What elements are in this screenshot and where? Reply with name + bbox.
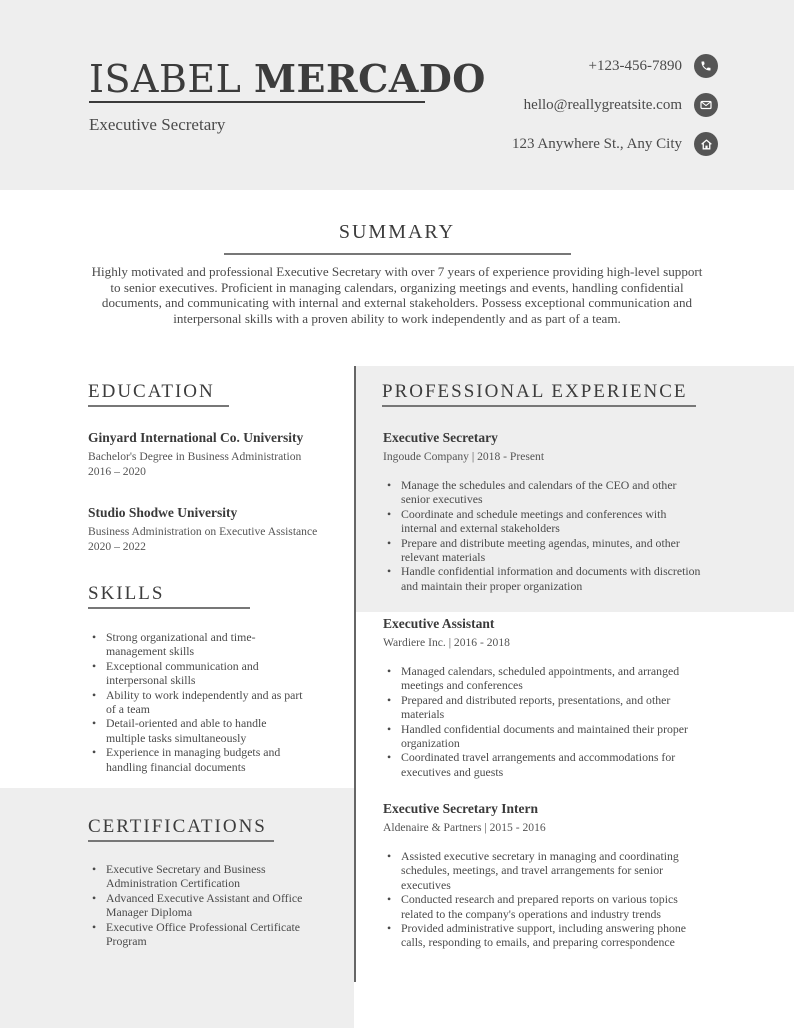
skill-item: • Exceptional communication and interpersonal skills — [88, 659, 350, 688]
certifications-list — [88, 862, 350, 948]
address-text: 123 Anywhere St., Any City — [511, 135, 682, 152]
summary-text: Highly motivated and professional Executive Secretary with over 7 years of experience providing high-level support to senior executives. Proficient in managing calendars, organizing meetings and events, handling confidential documents, and communicating with internal and external stakeholders. Possess exceptional communication and interpersonal skills with a proven ability to work independently and as part of a team. — [91, 264, 703, 326]
job-title: Executive Assistant — [383, 616, 495, 631]
job-bullets — [383, 849, 763, 950]
column-divider — [354, 366, 356, 982]
job-bullet: • Conducted research and prepared reports on various topics related to the company's operations and industry trends — [383, 892, 763, 921]
job-company: Wardiere Inc. | 2016 - 2018 — [383, 636, 510, 649]
job-bullet: • Handle confidential information and documents with discretion and maintain their proper organization — [383, 564, 763, 593]
email-text[interactable]: hello@reallygreatsite.com — [523, 96, 682, 113]
education-rule — [88, 405, 229, 407]
certification-item: • Executive Office Professional Certificate Program — [88, 920, 350, 949]
certification-item: • Advanced Executive Assistant and Office Manager Diploma — [88, 891, 350, 920]
skill-item: • Strong organizational and time- management skills — [88, 630, 350, 659]
contact-phone — [589, 54, 718, 78]
education-school: Ginyard International Co. University — [88, 430, 304, 445]
skills-rule — [88, 607, 250, 609]
last-name: MERCADO — [253, 56, 486, 101]
education-years: 2016 – 2020 — [88, 465, 146, 478]
experience-heading: PROFESSIONAL EXPERIENCE — [382, 381, 688, 402]
job-bullet: • Coordinate and schedule meetings and conferences with internal and external stakeholders — [383, 507, 763, 536]
job-bullet: • Provided administrative support, including answering phone calls, responding to emails, and preparing correspondence — [383, 921, 763, 950]
contact-address — [512, 132, 718, 156]
job-bullet: • Manage the schedules and calendars of the CEO and other senior executives — [383, 478, 763, 507]
job-bullets — [383, 478, 763, 593]
job-bullet: • Handled confidential documents and maintained their proper organization — [383, 722, 763, 751]
job-company: Aldenaire & Partners | 2015 - 2016 — [383, 821, 546, 834]
mail-icon — [694, 93, 718, 117]
skills-heading: SKILLS — [88, 583, 165, 604]
education-heading: EDUCATION — [88, 381, 215, 402]
education-years: 2020 – 2022 — [88, 540, 146, 553]
job-bullet: • Assisted executive secretary in managing and coordinating schedules, meetings, and travel arrangements for senior executives — [383, 849, 763, 892]
job-company: Ingoude Company | 2018 - Present — [383, 450, 545, 463]
job-bullets — [383, 664, 763, 779]
education-degree: Business Administration on Executive Assistance — [88, 525, 318, 538]
job-bullet: • Prepared and distributed reports, presentations, and other materials — [383, 693, 763, 722]
job-title: Executive Secretary Intern — [383, 801, 538, 816]
certifications-heading: CERTIFICATIONS — [88, 816, 267, 837]
job-bullet: • Managed calendars, scheduled appointments, and arranged meetings and conferences — [383, 664, 763, 693]
summary-heading: SUMMARY — [338, 221, 456, 243]
home-icon — [694, 132, 718, 156]
education-school: Studio Shodwe University — [88, 505, 238, 520]
education-degree: Bachelor's Degree in Business Administration — [88, 450, 302, 463]
job-role: Executive Secretary — [89, 115, 226, 134]
candidate-name — [89, 56, 486, 101]
skills-list — [88, 630, 350, 774]
skill-item: • Experience in managing budgets and handling financial documents — [88, 745, 350, 774]
experience-rule — [382, 405, 696, 407]
skill-item: • Ability to work independently and as part of a team — [88, 688, 350, 717]
job-title: Executive Secretary — [383, 430, 498, 445]
phone-text: +123-456-7890 — [588, 57, 682, 74]
first-name: ISABEL — [89, 57, 242, 101]
contact-email — [524, 93, 718, 117]
summary-rule — [224, 253, 571, 255]
name-underline — [89, 101, 425, 103]
skill-item: • Detail-oriented and able to handle multiple tasks simultaneously — [88, 716, 350, 745]
job-bullet: • Coordinated travel arrangements and accommodations for executives and guests — [383, 750, 763, 779]
certification-item: • Executive Secretary and Business Administration Certification — [88, 862, 350, 891]
certifications-rule — [88, 840, 274, 842]
job-bullet: • Prepare and distribute meeting agendas, minutes, and other relevant materials — [383, 536, 763, 565]
phone-icon — [694, 54, 718, 78]
